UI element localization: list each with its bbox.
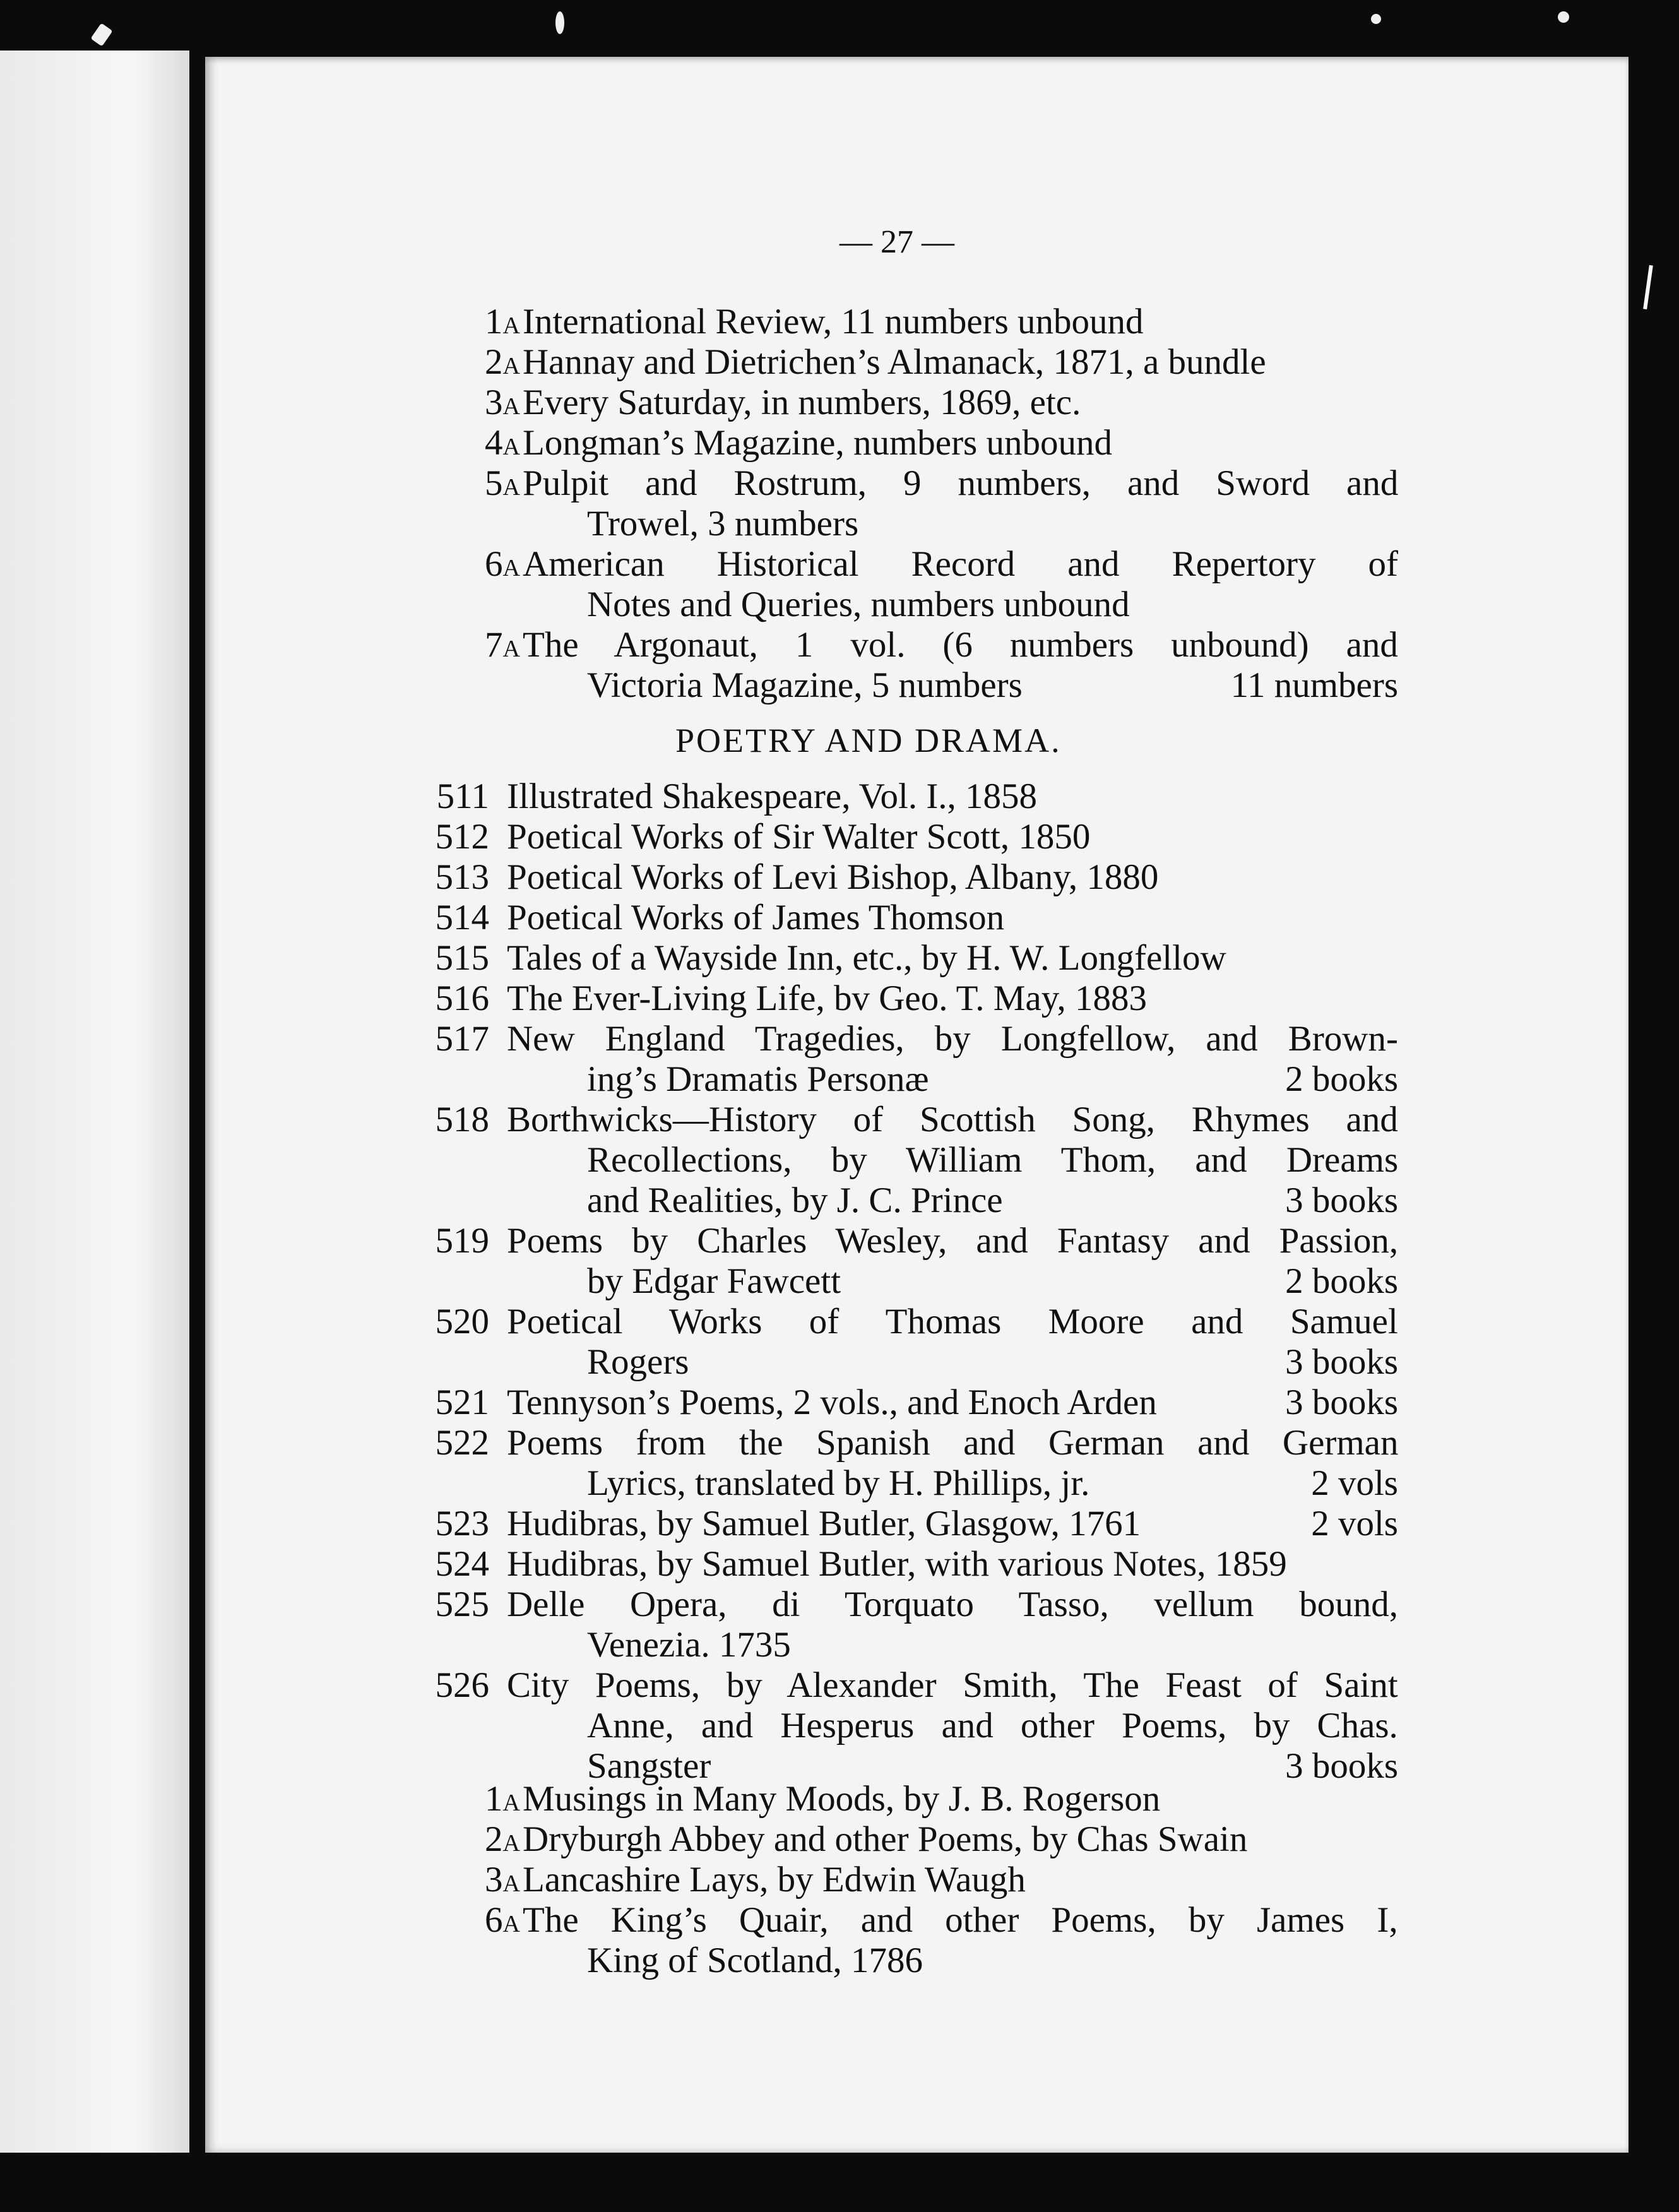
entry-number: 6A [485,1900,521,1940]
scan-speck [90,23,112,46]
entry-number: 511 [436,776,489,816]
entry-number: 515 [435,938,489,978]
entry-number: 518 [435,1100,489,1139]
entry-number: 2A [485,342,521,382]
entry-title: Longman’s Magazine, numbers unbound [523,423,1112,463]
entry-quantity: 11 numbers [1230,665,1398,705]
entry-title: The King’s Quair, and other Poems, by James I, [523,1900,1398,1940]
entry-title: Borthwicks—History of Scottish Song, Rhymes and [507,1100,1398,1139]
entry-number: 516 [435,978,489,1018]
entry-number: 1A [485,1779,521,1819]
entry-title: Poetical Works of Sir Walter Scott, 1850 [507,817,1091,857]
entry-continuation: Venezia. 1735 [587,1625,791,1665]
entry-title: Pulpit and Rostrum, 9 numbers, and Sword and [523,463,1399,503]
entry-number: 4A [485,423,521,463]
entry-number: 3A [485,383,521,422]
entry-number: 522 [435,1423,489,1463]
entry-title: Poetical Works of Thomas Moore and Samuel [507,1302,1398,1341]
entry-number: 2A [485,1819,521,1859]
entry-number: 517 [435,1019,489,1059]
entry-title: The Argonaut, 1 vol. (6 numbers unbound) and [523,625,1398,665]
entry-title: Tennyson’s Poems, 2 vols., and Enoch Arden [507,1382,1157,1422]
entry-number: 524 [435,1544,489,1584]
entry-title: Dryburgh Abbey and other Poems, by Chas Swain [523,1819,1248,1859]
page-number: — 27 — [840,224,954,260]
entry-number: 514 [435,898,489,937]
entry-title: Poems by Charles Wesley, and Fantasy and Passion, [507,1221,1399,1261]
entry-continuation: Rogers [587,1342,689,1382]
entry-quantity: 3 books [1285,1382,1398,1422]
section-title: POETRY AND DRAMA. [675,722,1062,759]
entry-title: Poems from the Spanish and German and German [507,1423,1399,1463]
entry-title: Delle Opera, di Torquato Tasso, vellum bound, [507,1585,1398,1624]
entry-title: Hannay and Dietrichen’s Almanack, 1871, a bundle [523,342,1266,382]
entry-continuation: Lyrics, translated by H. Phillips, jr. [587,1463,1090,1503]
entry-number: 513 [435,857,489,897]
facing-page-edge [0,51,189,2153]
scan-speck [1371,14,1381,24]
entry-number: 523 [435,1504,489,1543]
entry-title: Poetical Works of James Thomson [507,898,1005,937]
entry-number: 1A [485,302,521,342]
entry-number: 521 [435,1382,489,1422]
entry-quantity: 3 books [1285,1180,1398,1220]
entry-title: Every Saturday, in numbers, 1869, etc. [523,383,1081,422]
entry-continuation: Recollections, by William Thom, and Dreams [587,1140,1399,1180]
entry-continuation: Sangster [587,1746,711,1786]
entry-title: Hudibras, by Samuel Butler, with various Notes, 1859 [507,1544,1287,1584]
entry-title: The Ever-Living Life, bv Geo. T. May, 1883 [507,978,1148,1018]
entry-number: 7A [485,625,521,665]
scan-speck [555,11,564,34]
scan-mark [1643,265,1653,309]
entry-continuation: ing’s Dramatis Personæ [587,1059,929,1099]
entry-quantity: 3 books [1285,1342,1398,1382]
entry-number: 520 [435,1302,489,1341]
entry-continuation: and Realities, by J. C. Prince [587,1180,1003,1220]
entry-title: International Review, 11 numbers unbound [523,302,1144,342]
entry-title: Lancashire Lays, by Edwin Waugh [523,1860,1026,1900]
entry-title: City Poems, by Alexander Smith, The Feast of Saint [507,1665,1398,1705]
entry-title: New England Tragedies, by Longfellow, and Brown- [507,1019,1398,1059]
scan-speck [1558,11,1569,23]
entry-title: Tales of a Wayside Inn, etc., by H. W. Longfellow [507,938,1226,978]
entry-continuation: by Edgar Fawcett [587,1261,841,1301]
entry-quantity: 2 books [1285,1059,1398,1099]
entry-number: 526 [435,1665,489,1705]
entry-quantity: 2 vols [1311,1504,1398,1543]
entry-title: Poetical Works of Levi Bishop, Albany, 1880 [507,857,1159,897]
entry-quantity: 2 books [1285,1261,1398,1301]
entry-continuation: Anne, and Hesperus and other Poems, by Chas. [587,1706,1398,1745]
entry-number: 519 [435,1221,489,1261]
entry-title: Hudibras, by Samuel Butler, Glasgow, 1761 [507,1504,1141,1543]
entry-continuation: Trowel, 3 numbers [587,504,859,544]
entry-title: Illustrated Shakespeare, Vol. I., 1858 [507,776,1038,816]
entry-continuation: King of Scotland, 1786 [587,1941,923,1980]
entry-title: Musings in Many Moods, by J. B. Rogerson [523,1779,1161,1819]
entry-quantity: 3 books [1285,1746,1398,1786]
entry-continuation: Notes and Queries, numbers unbound [587,585,1130,624]
entry-title: American Historical Record and Repertory of [523,544,1399,584]
entry-continuation: Victoria Magazine, 5 numbers [587,665,1023,705]
entry-number: 6A [485,544,521,584]
entry-number: 525 [435,1585,489,1624]
entry-quantity: 2 vols [1311,1463,1398,1503]
entry-number: 5A [485,463,521,503]
entry-number: 3A [485,1860,521,1900]
entry-number: 512 [435,817,489,857]
